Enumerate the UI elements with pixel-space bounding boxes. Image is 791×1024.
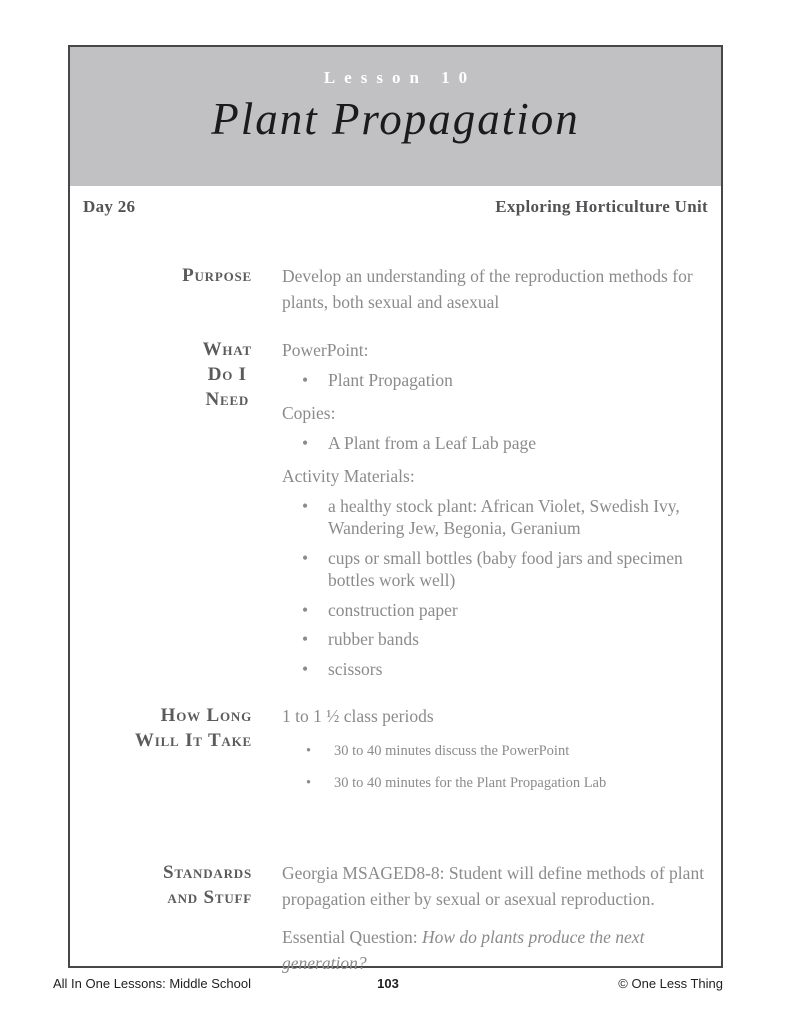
section-standards-label bbox=[70, 860, 252, 910]
bullet-icon: • bbox=[302, 496, 309, 516]
section-label-line: Purpose bbox=[182, 265, 252, 286]
section-label-line: How Long bbox=[160, 705, 252, 727]
materials-heading: PowerPoint: bbox=[282, 339, 369, 360]
list-item bbox=[282, 774, 706, 792]
standard-text: Georgia MSAGED8-8: Student will define methods of plant propagation either by sexual or asexual reproduction. bbox=[282, 862, 705, 909]
bullet-icon: • bbox=[302, 547, 309, 568]
lesson-title: Plant Propagation bbox=[211, 94, 580, 144]
list-item bbox=[282, 629, 706, 651]
essential-question bbox=[282, 924, 706, 977]
section-need-content bbox=[282, 337, 706, 690]
section-label-line: Do I bbox=[207, 363, 247, 385]
section-howlong-label bbox=[70, 703, 252, 753]
list-item-text: scissors bbox=[328, 659, 383, 680]
list-item bbox=[282, 496, 706, 540]
section-what-do-i-need bbox=[70, 337, 721, 690]
section-how-long bbox=[70, 703, 721, 796]
list-item-text: construction paper bbox=[328, 599, 458, 620]
duration-text: 1 to 1 ½ class periods bbox=[282, 706, 434, 727]
list-item bbox=[282, 600, 706, 622]
section-purpose-content bbox=[282, 263, 706, 323]
bullet-icon: • bbox=[302, 432, 309, 453]
section-label-line: Need bbox=[205, 388, 250, 410]
section-label-line: Will It Take bbox=[134, 730, 252, 752]
list-item bbox=[282, 370, 706, 392]
essential-question-prefix: Essential Question: bbox=[282, 927, 422, 948]
list-item-text: A Plant from a Leaf Lab page bbox=[328, 432, 536, 453]
list-item-text: a healthy stock plant: African Violet, Swedish Ivy, Wandering Jew, Begonia, Geranium bbox=[328, 496, 680, 538]
footer-series-title: All In One Lessons: Middle School bbox=[53, 976, 251, 991]
footer-copyright: © One Less Thing bbox=[618, 976, 724, 991]
section-purpose bbox=[70, 263, 721, 323]
purpose-text: Develop an understanding of the reproduction methods for plants, both sexual and asexual bbox=[282, 266, 693, 313]
lesson-sheet bbox=[68, 45, 723, 974]
list-item-text: rubber bands bbox=[328, 629, 419, 650]
section-standards bbox=[70, 860, 721, 984]
section-label-line: and Stuff bbox=[167, 886, 252, 908]
bullet-icon: • bbox=[306, 774, 312, 791]
list-item-text: 30 to 40 minutes for the Plant Propagation Lab bbox=[334, 774, 607, 791]
list-item bbox=[282, 742, 706, 760]
section-label-line: What bbox=[202, 338, 252, 360]
list-item-text: cups or small bottles (baby food jars and specimen bottles work well) bbox=[328, 547, 683, 590]
materials-heading: Activity Materials: bbox=[282, 465, 415, 486]
section-purpose-label bbox=[70, 263, 252, 288]
section-howlong-content bbox=[282, 703, 706, 796]
list-item bbox=[282, 433, 706, 455]
section-need-label bbox=[70, 337, 252, 412]
section-standards-content bbox=[282, 860, 706, 984]
lesson-sections bbox=[70, 263, 721, 984]
footer-page-number: 103 bbox=[377, 976, 399, 991]
bullet-icon: • bbox=[302, 659, 309, 680]
section-label-line: Standards bbox=[162, 861, 252, 883]
lesson-banner bbox=[70, 47, 721, 186]
bullet-icon: • bbox=[302, 629, 309, 650]
list-item bbox=[282, 659, 706, 681]
materials-heading: Copies: bbox=[282, 402, 336, 423]
page-footer bbox=[53, 976, 723, 991]
list-item-text: Plant Propagation bbox=[328, 369, 453, 390]
bullet-icon: • bbox=[302, 369, 309, 390]
unit-label: Exploring Horticulture Unit bbox=[495, 197, 708, 216]
lesson-number-label: Lesson 10 bbox=[323, 68, 477, 87]
meta-row bbox=[70, 186, 721, 217]
list-item bbox=[282, 548, 706, 592]
list-item-text: 30 to 40 minutes discuss the PowerPoint bbox=[334, 743, 570, 760]
bullet-icon: • bbox=[306, 743, 312, 760]
essential-question-text: How do plants produce the next generation? bbox=[282, 927, 645, 974]
day-label: Day 26 bbox=[83, 197, 136, 216]
bullet-icon: • bbox=[302, 599, 309, 620]
